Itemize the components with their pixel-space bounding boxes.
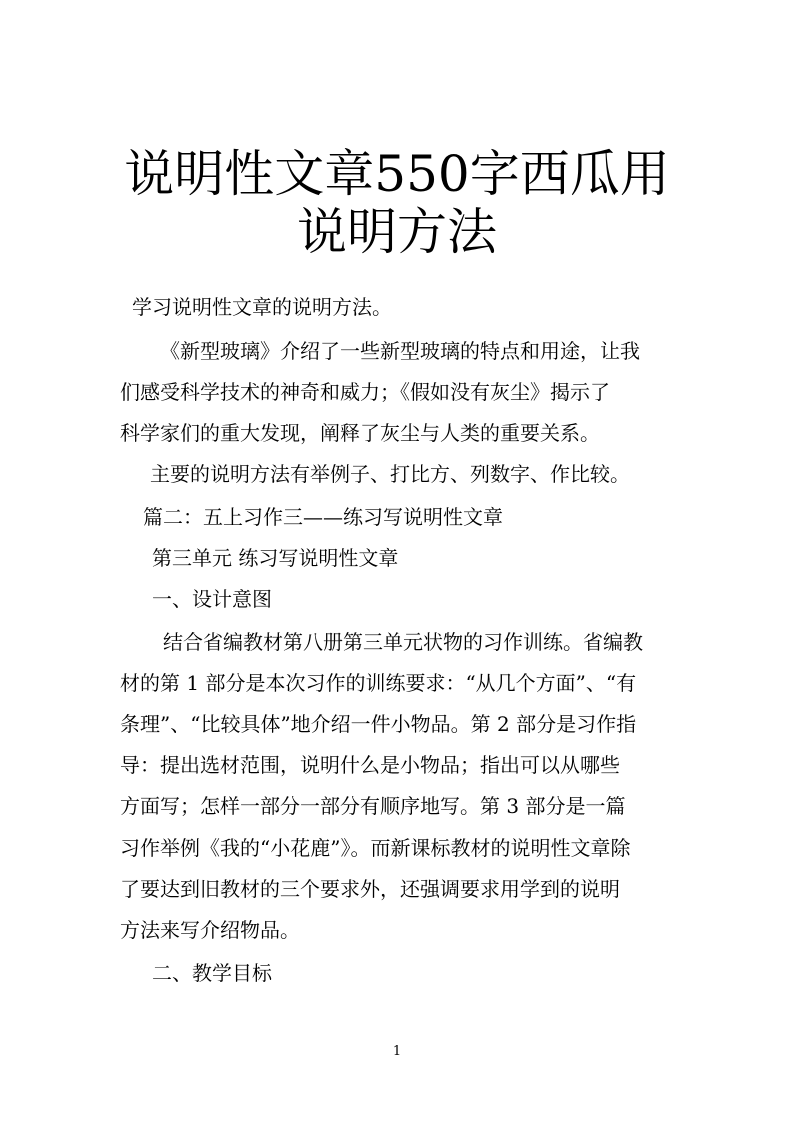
paragraph-line: 们感受科学技术的神奇和威力；《假如没有灰尘》揭示了 xyxy=(120,380,610,404)
paragraph-line: 学习说明性文章的说明方法。 xyxy=(132,295,392,319)
paragraph-line: 习作举例《我的“小花鹿”》。而新课标教材的说明性文章除 xyxy=(120,836,631,860)
paragraph-line: 科学家们的重大发现，阐释了灰尘与人类的重要关系。 xyxy=(120,421,600,445)
unit-heading: 第三单元 练习写说明性文章 xyxy=(152,546,399,570)
paragraph-line: 方面写；怎样一部分一部分有顺序地写。第 3 部分是一篇 xyxy=(120,794,626,818)
paragraph-line: 方法来写介绍物品。 xyxy=(120,918,300,942)
paragraph-line: 结合省编教材第八册第三单元状物的习作训练。省编教 xyxy=(163,630,643,654)
paragraph-line: 材的第 1 部分是本次习作的训练要求：“从几个方面”、“有 xyxy=(120,671,637,695)
document-title-line-1: 说明性文章550字西瓜用 xyxy=(124,145,670,203)
paragraph-line: 《新型玻璃》介绍了一些新型玻璃的特点和用途，让我 xyxy=(160,339,640,363)
page-number: 1 xyxy=(392,1044,402,1059)
paragraph-line: 条理”、“比较具体”地介绍一件小物品。第 2 部分是习作指 xyxy=(120,712,637,736)
section-heading: 篇二：五上习作三——练习写说明性文章 xyxy=(143,505,503,529)
paragraph-line: 了要达到旧教材的三个要求外，还强调要求用学到的说明 xyxy=(120,877,620,901)
subsection-heading: 二、教学目标 xyxy=(152,961,272,985)
document-title-line-2: 说明方法 xyxy=(297,203,497,261)
paragraph-line: 导：提出选材范围，说明什么是小物品；指出可以从哪些 xyxy=(120,753,620,777)
subsection-heading: 一、设计意图 xyxy=(152,587,272,611)
paragraph-line: 主要的说明方法有举例子、打比方、列数字、作比较。 xyxy=(150,462,630,486)
